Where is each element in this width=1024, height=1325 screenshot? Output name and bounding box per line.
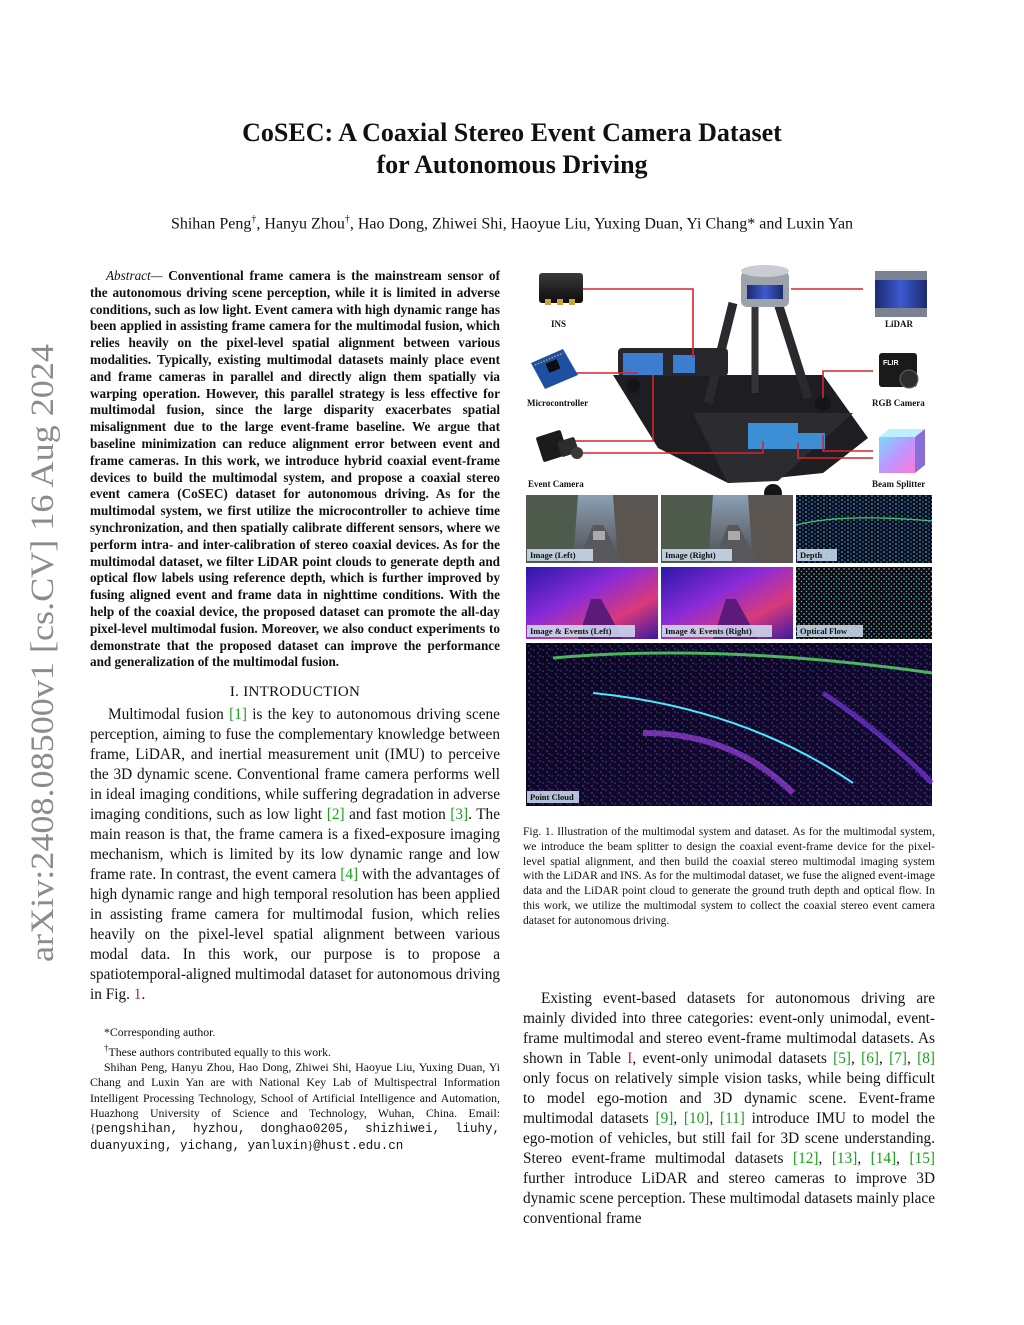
figure-reference-link[interactable]: 1 <box>133 986 142 1004</box>
abstract-dash: — <box>150 268 163 283</box>
footnote-equal: †These authors contributed equally to this work. <box>104 1042 331 1059</box>
citation-link[interactable]: [2] <box>326 806 345 824</box>
figure-1-caption: Fig. 1. Illustration of the multimodal system and dataset. As for the multimodal system, we introduce the beam splitter to design the coaxial event-frame device for the pixel-level spatial alignment, and then build the coaxial stereo multimodal imaging system with the LiDAR and INS. As for the multimodal dataset, we fuse the aligned event-image data and the LiDAR point cloud to generate the ground truth depth and optical flow. In this work, we utilize the multimodal system to collect the coaxial stereo event camera dataset for autonomous driving. <box>523 826 935 927</box>
author-emails: pengshihan, hyzhou, donghao0205, shizhiwei, liuhy, duanyuxing, yichang, yanluxin <box>90 1122 500 1153</box>
citation-link[interactable]: [7] <box>889 1050 907 1067</box>
tag-image-events-left: Image & Events (Left) <box>530 626 612 636</box>
right-column-text <box>523 989 935 1229</box>
author-rest: , Hao Dong, Zhiwei Shi, Haoyue Liu, Yuxing Duan, Yi Chang* and Luxin Yan <box>349 215 854 233</box>
ins-sensor-image <box>539 273 583 305</box>
intro-paragraph: Multimodal fusion [1] is the key to autonomous driving scene perception, aiming to fuse the complementary knowledge between frame, LiDAR, and inertial measurement unit (IMU) to perceive the 3D dynamic scene. Conventional frame camera performs well in ideal imaging conditions, while suffering degradation in adverse imaging conditions, such as low light [2] and fast motion [3]. The main reason is that, the frame camera is a fixed-exposure imaging mechanism, which is limited by its low dynamic range and low frame rate. In contrast, the event camera [4] with the advantages of high dynamic range and high temporal resolution has been applied in assisting frame camera for multimodal fusion, which relies heavily on the pixel-level spatial alignment between various modal data. In this work, our purpose is to propose a spatiotemporal-aligned multimodal dataset for autonomous driving in Fig. 1. <box>90 706 500 1004</box>
left-column <box>90 268 500 1154</box>
label-lidar: LiDAR <box>885 319 914 329</box>
citation-link[interactable]: [8] <box>917 1050 935 1067</box>
tag-point-cloud: Point Cloud <box>530 792 574 802</box>
figure-1 <box>523 263 935 831</box>
dataset-panel-optical-flow <box>796 567 932 639</box>
table-reference-link[interactable]: I <box>627 1050 633 1067</box>
citation-link[interactable]: [13] <box>831 1150 858 1167</box>
title-line-2: for Autonomous Driving <box>376 150 648 179</box>
author-1: Shihan Peng <box>170 215 252 233</box>
abstract-lead: Abstract <box>106 268 151 283</box>
footnote-corresponding: *Corresponding author. <box>104 1025 216 1040</box>
lidar-on-rig <box>741 265 789 307</box>
citation-link[interactable]: [12] <box>792 1150 819 1167</box>
related-work-paragraph: Existing event-based datasets for autonomous driving are mainly divided into three categories: event-only unimodal, event-frame multimodal and stereo event-frame multimodal datasets. As shown in Table I, event-only unimodal datasets [5], [6], [7], [8] only focus on relatively simple vision tasks, while being difficult to model ego-motion and 3D dynamic scene. Event-frame multimodal datasets [9], [10], [11] introduce IMU to model the ego-motion of vehicles, but still fail for 3D scene understanding. Stereo event-frame multimodal datasets [12], [13], [14], [15] further introduce LiDAR and stereo cameras to improve 3D dynamic scene perception. These multimodal datasets mainly place conventional frame <box>523 990 935 1227</box>
author-2: , Hanyu Zhou <box>256 215 345 233</box>
tag-image-events-right: Image & Events (Right) <box>665 626 752 636</box>
beam-splitter-image <box>879 429 925 473</box>
dataset-panel-image-events-left <box>526 567 658 639</box>
citation-link[interactable]: [10] <box>683 1110 710 1127</box>
platform-illustration <box>613 303 868 502</box>
label-ins: INS <box>551 319 567 329</box>
citation-link[interactable]: [9] <box>655 1110 674 1127</box>
arxiv-id-text: arXiv:2408.08500v1 [cs.CV] 16 Aug 2024 <box>25 397 61 962</box>
dataset-panel-depth <box>796 495 932 563</box>
citation-link[interactable]: [4] <box>340 866 359 884</box>
paper-title <box>0 117 1024 181</box>
author-list <box>0 209 1024 235</box>
citation-link[interactable]: [5] <box>833 1050 851 1067</box>
citation-link[interactable]: [11] <box>719 1110 745 1127</box>
tag-depth: Depth <box>800 550 823 560</box>
sensor-rig-diagram <box>527 265 927 502</box>
tag-image-right: Image (Right) <box>665 550 716 560</box>
citation-link[interactable]: [3] <box>450 806 469 824</box>
tag-image-left: Image (Left) <box>530 550 576 560</box>
citation-link[interactable]: [6] <box>861 1050 879 1067</box>
label-microcontroller: Microcontroller <box>527 398 589 408</box>
section-heading-introduction: I. INTRODUCTION <box>229 684 361 701</box>
abstract-text: Conventional frame camera is the mainstream sensor of the autonomous driving scene perception, while it is limited in adverse conditions, such as low light. Event camera with high dynamic range has been applied in assisting frame camera for the multimodal fusion, which relies heavily on the pixel-level spatial alignment between various modalities. Typically, existing multimodal datasets mainly place event and frame cameras in parallel and directly align them spatially via warping operation. However, this parallel strategy is less effective for multimodal fusion, since the large disparity exacerbates spatial misalignment due to the large event-frame baseline. We argue that baseline minimization can reduce alignment error between event and frame cameras. In this work, we introduce hybrid coaxial event-frame devices to build the multimodal system, and propose a coaxial stereo event camera (CoSEC) dataset for autonomous driving. As for the multimodal system, we first utilize the microcontroller to achieve time synchronization, and then spatially calibrate different sensors, where we perform intra- and inter-calibration of stereo coaxial devices. As for the multimodal dataset, we filter LiDAR point clouds to generate depth and optical flow labels using reference depth, which is further improved by fusing aligned event and frame data in nighttime conditions. With the help of the coaxial device, the proposed dataset can promote the all-day pixel-level multimodal fusion. Moreover, we also conduct experiments to demonstrate that the proposed dataset can improve the performance and generalization of the multimodal fusion. <box>90 268 500 670</box>
citation-link[interactable]: [15] <box>909 1150 935 1167</box>
microcontroller-image <box>531 349 578 389</box>
label-rgb-camera: RGB Camera <box>872 398 925 408</box>
footnote-affiliation: Shihan Peng, Hanyu Zhou, Hao Dong, Zhiwei Shi, Haoyue Liu, Yuxing Duan, Yi Chang and Luxin Yan are with National Key Lab of Multispectral Information Intelligent Processing Technology, School of Artificial Intelligence and Automation, Huazhong University of Science and Technology, Wuhan, China. Email: {pengshihan, hyzhou, donghao0205, shizhiwei, liuhy, duanyuxing, yichang, yanluxin}@hust.edu.cn <box>90 1059 500 1153</box>
lidar-sensor-image <box>875 271 927 317</box>
dagger-mark-1: † <box>251 214 257 225</box>
email-domain: @hust.edu.cn <box>313 1138 404 1153</box>
dataset-panel-image-events-right <box>661 567 793 639</box>
tag-optical-flow: Optical Flow <box>800 626 847 636</box>
citation-link[interactable]: [1] <box>229 706 247 724</box>
flir-logo: FLIR <box>883 360 899 367</box>
arxiv-identifier <box>22 342 62 962</box>
citation-link[interactable]: [14] <box>870 1150 897 1167</box>
abstract <box>90 268 500 671</box>
event-camera-image <box>536 430 583 463</box>
title-line-1: CoSEC: A Coaxial Stereo Event Camera Dataset <box>242 118 782 147</box>
rgb-camera-image <box>879 353 918 388</box>
dagger-mark-2: † <box>344 214 350 225</box>
label-event-camera: Event Camera <box>528 479 584 489</box>
dataset-panel-image-left <box>526 495 658 563</box>
dataset-panel-image-right <box>661 495 793 563</box>
dataset-panel-point-cloud <box>526 643 932 806</box>
label-beam-splitter: Beam Splitter <box>872 479 926 489</box>
